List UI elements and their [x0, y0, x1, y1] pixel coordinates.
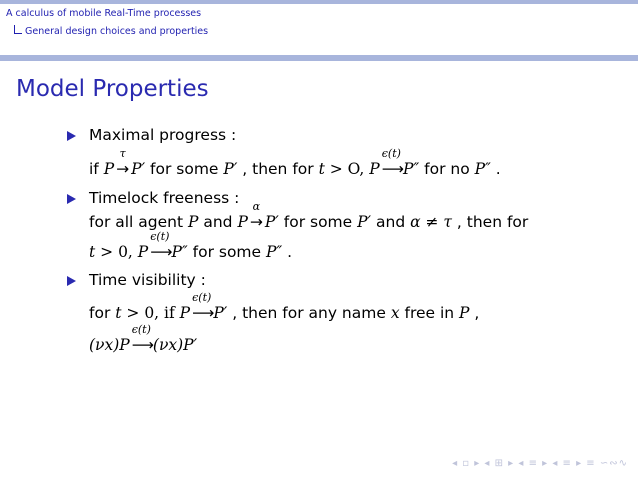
- beamer-navigation-icons[interactable]: ◂ ▫ ▸ ◂ ⊞ ▸ ◂ ≡ ▸ ◂ ≡ ▸ ≡ ∽∾∿: [452, 458, 628, 469]
- item-heading-maximal-progress: Maximal progress :: [89, 126, 237, 144]
- item-heading-time-visibility: Time visibility :: [89, 271, 206, 289]
- bullet-triangle-icon: [67, 131, 76, 141]
- transition-arrow: ϵ(t) ⟶: [150, 230, 170, 261]
- item-body-time-visibility-line1: for t > 0, if P ϵ(t) ⟶ P′ , then for any name x free in P ,: [89, 291, 480, 322]
- transition-arrow: ϵ(t) ⟶: [131, 323, 151, 354]
- item-body-timelock-freeness-line2: t > 0, P ϵ(t) ⟶ P″ for some P″ .: [89, 230, 293, 261]
- item-heading-timelock-freeness: Timelock freeness :: [89, 189, 240, 207]
- header-section-title[interactable]: A calculus of mobile Real-Time processes: [6, 8, 202, 19]
- transition-arrow: τ →: [116, 147, 130, 178]
- bullet-triangle-icon: [67, 276, 76, 286]
- item-body-timelock-freeness-line1: for all agent P and P α → P′ for some P′ and α ≠ τ , then for: [89, 200, 529, 231]
- transition-arrow: ϵ(t) ⟶: [192, 291, 212, 322]
- tree-corner-icon: [14, 25, 22, 34]
- transition-arrow: α →: [249, 200, 263, 231]
- bullet-triangle-icon: [67, 194, 76, 204]
- item-body-maximal-progress: if P τ → P′ for some P′ , then for t > O, P ϵ(t) ⟶ P″ for no P″ .: [89, 147, 501, 178]
- transition-arrow: ϵ(t) ⟶: [381, 147, 401, 178]
- header-subsection[interactable]: [14, 25, 208, 37]
- header-top-rule: [0, 0, 638, 4]
- header-bottom-rule: [0, 55, 638, 61]
- frame-title: Model Properties: [16, 76, 209, 102]
- header-subsection-title: General design choices and properties: [25, 26, 209, 37]
- item-body-time-visibility-line2: (νx)P ϵ(t) ⟶ (νx)P′: [89, 323, 198, 354]
